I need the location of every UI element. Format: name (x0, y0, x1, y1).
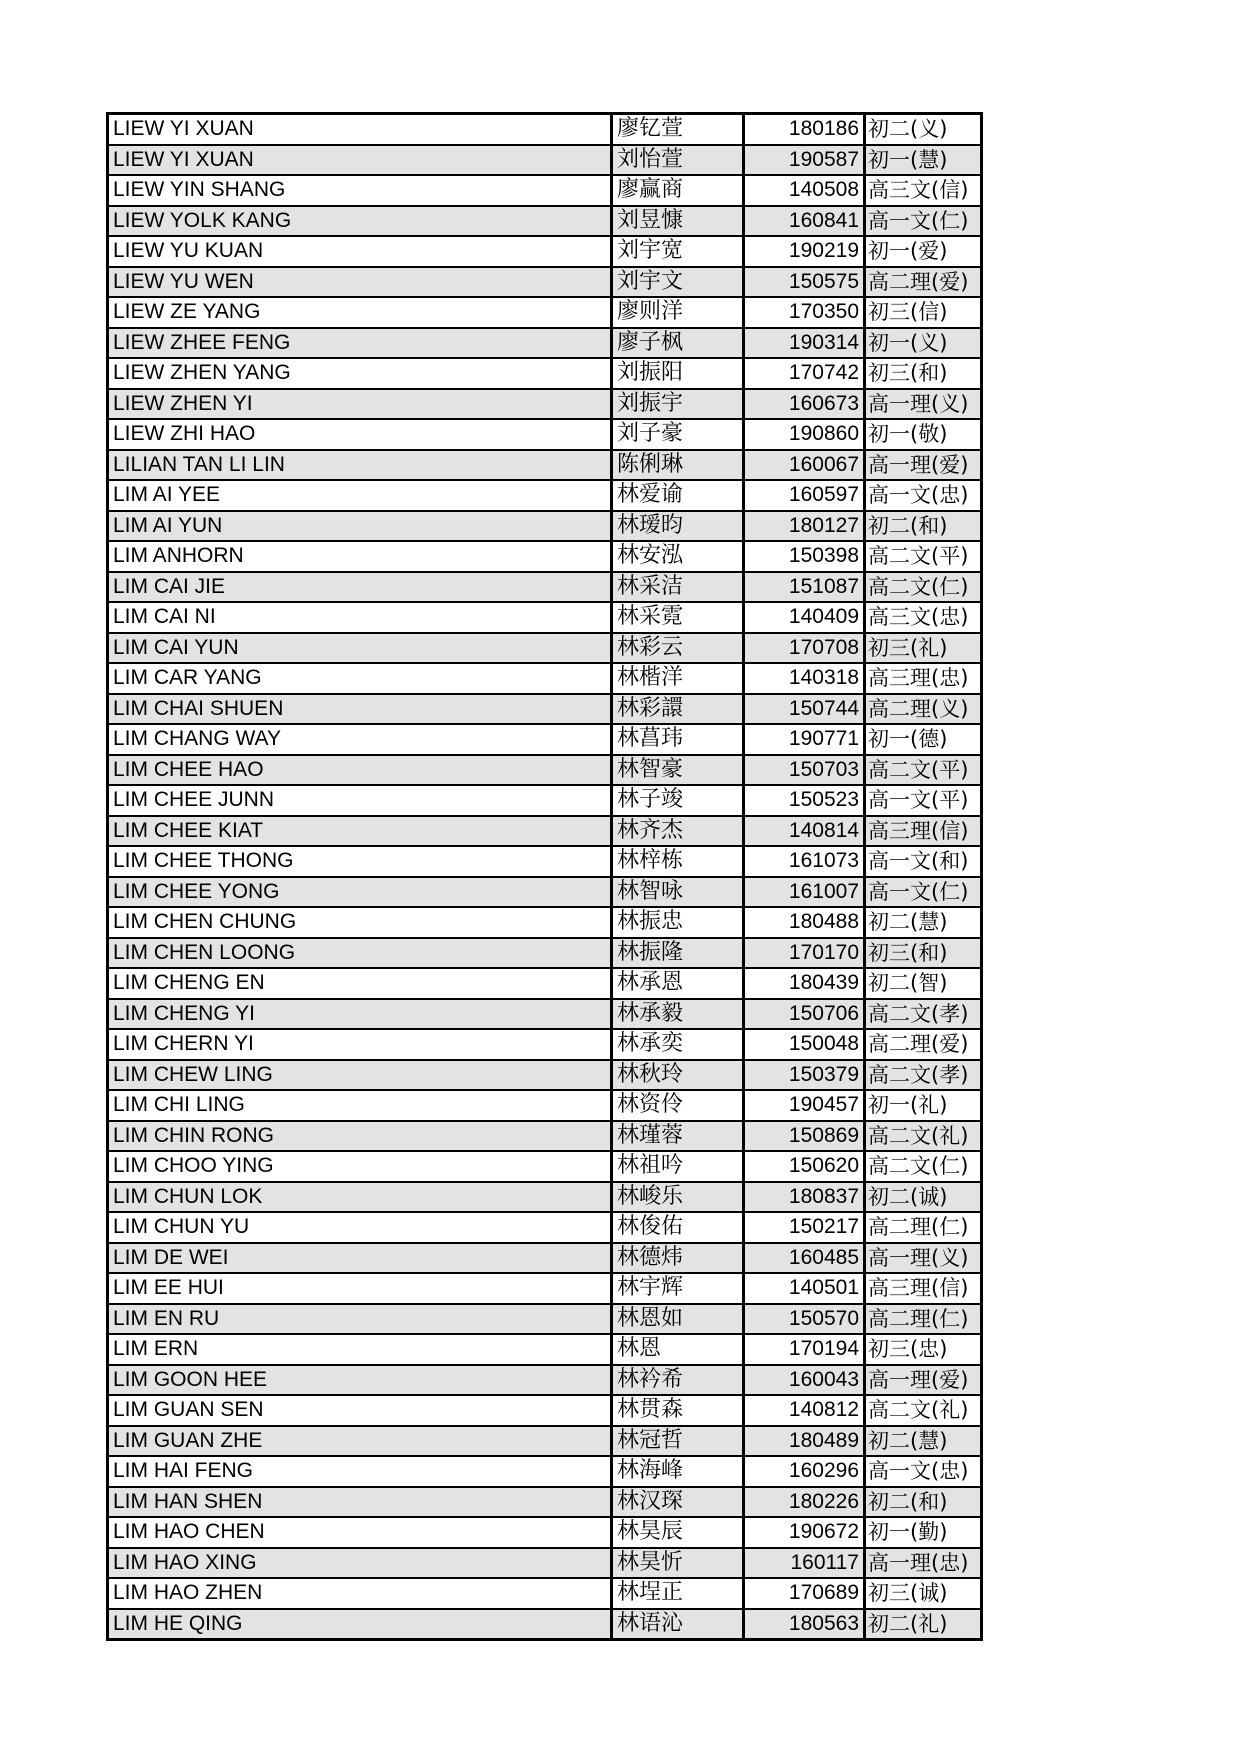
table-row (108, 511, 982, 542)
table-row (108, 1334, 982, 1365)
table-row (108, 1090, 982, 1121)
class-cell: 初二(慧) (865, 907, 982, 938)
english-name-cell: LIM HAN SHEN (108, 1487, 612, 1518)
chinese-name-cell: 刘振宇 (612, 389, 744, 420)
student-id-cell: 140318 (744, 663, 865, 694)
student-id-cell: 140812 (744, 1395, 865, 1426)
english-name-cell: LIM CHEE YONG (108, 877, 612, 908)
class-cell: 初一(慧) (865, 145, 982, 176)
chinese-name-cell: 林昊辰 (612, 1517, 744, 1548)
table-row (108, 938, 982, 969)
table-row (108, 1609, 982, 1640)
table-row (108, 663, 982, 694)
table-row (108, 846, 982, 877)
english-name-cell: LIM DE WEI (108, 1243, 612, 1274)
chinese-name-cell: 林冠哲 (612, 1426, 744, 1457)
class-cell: 高二文(仁) (865, 1151, 982, 1182)
class-cell: 初三(忠) (865, 1334, 982, 1365)
english-name-cell: LIM CAR YANG (108, 663, 612, 694)
english-name-cell: LIM CHEE HAO (108, 755, 612, 786)
english-name-cell: LIM CAI JIE (108, 572, 612, 603)
chinese-name-cell: 林昊忻 (612, 1548, 744, 1579)
student-id-cell: 190219 (744, 236, 865, 267)
table-row (108, 1487, 982, 1518)
chinese-name-cell: 林瑷昀 (612, 511, 744, 542)
class-cell: 初二(义) (865, 114, 982, 145)
class-cell: 高二理(爱) (865, 267, 982, 298)
class-cell: 初三(信) (865, 297, 982, 328)
student-id-cell: 140409 (744, 602, 865, 633)
chinese-name-cell: 林瑾蓉 (612, 1121, 744, 1152)
table-row (108, 450, 982, 481)
student-id-cell: 160043 (744, 1365, 865, 1396)
table-row (108, 1121, 982, 1152)
chinese-name-cell: 林恩 (612, 1334, 744, 1365)
class-cell: 初二(和) (865, 511, 982, 542)
student-id-cell: 160117 (744, 1548, 865, 1579)
table-row (108, 1578, 982, 1609)
class-cell: 高二理(仁) (865, 1212, 982, 1243)
class-cell: 高二理(仁) (865, 1304, 982, 1335)
english-name-cell: LIM CHEN LOONG (108, 938, 612, 969)
chinese-name-cell: 林彩譞 (612, 694, 744, 725)
english-name-cell: LIEW ZE YANG (108, 297, 612, 328)
student-id-cell: 190587 (744, 145, 865, 176)
student-id-cell: 150379 (744, 1060, 865, 1091)
table-row (108, 633, 982, 664)
student-id-cell: 150703 (744, 755, 865, 786)
table-row (108, 1060, 982, 1091)
student-id-cell: 160296 (744, 1456, 865, 1487)
table-row (108, 572, 982, 603)
english-name-cell: LIM EE HUI (108, 1273, 612, 1304)
student-id-cell: 170350 (744, 297, 865, 328)
chinese-name-cell: 廖子枫 (612, 328, 744, 359)
student-id-cell: 160067 (744, 450, 865, 481)
class-cell: 初三(和) (865, 938, 982, 969)
class-cell: 高二文(仁) (865, 572, 982, 603)
class-cell: 高二文(孝) (865, 999, 982, 1030)
english-name-cell: LIM CHEN CHUNG (108, 907, 612, 938)
chinese-name-cell: 林秋玲 (612, 1060, 744, 1091)
table-row (108, 1365, 982, 1396)
class-cell: 初一(敬) (865, 419, 982, 450)
table-row (108, 694, 982, 725)
chinese-name-cell: 林承毅 (612, 999, 744, 1030)
student-id-cell: 150620 (744, 1151, 865, 1182)
english-name-cell: LIM CHENG EN (108, 968, 612, 999)
english-name-cell: LIM CHEE JUNN (108, 785, 612, 816)
student-id-cell: 170170 (744, 938, 865, 969)
english-name-cell: LIEW YU KUAN (108, 236, 612, 267)
chinese-name-cell: 林采霓 (612, 602, 744, 633)
student-id-cell: 180563 (744, 1609, 865, 1640)
table-row (108, 785, 982, 816)
chinese-name-cell: 廖赢商 (612, 175, 744, 206)
student-id-cell: 150869 (744, 1121, 865, 1152)
chinese-name-cell: 林衿希 (612, 1365, 744, 1396)
english-name-cell: LIM CHAI SHUEN (108, 694, 612, 725)
table-row (108, 1243, 982, 1274)
chinese-name-cell: 林汉琛 (612, 1487, 744, 1518)
table-row (108, 1426, 982, 1457)
english-name-cell: LIEW YI XUAN (108, 114, 612, 145)
table-row (108, 1304, 982, 1335)
class-cell: 初一(勤) (865, 1517, 982, 1548)
student-id-cell: 190457 (744, 1090, 865, 1121)
student-id-cell: 190314 (744, 328, 865, 359)
class-cell: 高一理(爱) (865, 1365, 982, 1396)
english-name-cell: LIM CHUN YU (108, 1212, 612, 1243)
table-row (108, 877, 982, 908)
chinese-name-cell: 刘子豪 (612, 419, 744, 450)
table-row (108, 145, 982, 176)
class-cell: 高一文(仁) (865, 206, 982, 237)
class-cell: 高二文(平) (865, 541, 982, 572)
student-id-cell: 180488 (744, 907, 865, 938)
class-cell: 初二(和) (865, 1487, 982, 1518)
chinese-name-cell: 林智咏 (612, 877, 744, 908)
table-row (108, 755, 982, 786)
class-cell: 初二(诚) (865, 1182, 982, 1213)
table-row (108, 907, 982, 938)
class-cell: 高三文(信) (865, 175, 982, 206)
table-row (108, 480, 982, 511)
class-cell: 高一理(忠) (865, 1548, 982, 1579)
class-cell: 高二文(礼) (865, 1121, 982, 1152)
student-rows (108, 114, 982, 1640)
table-row (108, 114, 982, 145)
class-cell: 高一理(爱) (865, 450, 982, 481)
table-row (108, 1151, 982, 1182)
class-cell: 高三理(忠) (865, 663, 982, 694)
student-id-cell: 150744 (744, 694, 865, 725)
class-cell: 初一(爱) (865, 236, 982, 267)
table-row (108, 999, 982, 1030)
chinese-name-cell: 林海峰 (612, 1456, 744, 1487)
table-row (108, 297, 982, 328)
chinese-name-cell: 林楷洋 (612, 663, 744, 694)
student-id-cell: 180226 (744, 1487, 865, 1518)
chinese-name-cell: 林承奕 (612, 1029, 744, 1060)
chinese-name-cell: 林俊佑 (612, 1212, 744, 1243)
english-name-cell: LIEW ZHI HAO (108, 419, 612, 450)
english-name-cell: LIEW YIN SHANG (108, 175, 612, 206)
class-cell: 高三理(信) (865, 1273, 982, 1304)
table-row (108, 328, 982, 359)
student-table (106, 112, 983, 1641)
english-name-cell: LIM GUAN ZHE (108, 1426, 612, 1457)
student-id-cell: 161073 (744, 846, 865, 877)
chinese-name-cell: 林承恩 (612, 968, 744, 999)
english-name-cell: LIEW YI XUAN (108, 145, 612, 176)
table-row (108, 1548, 982, 1579)
english-name-cell: LIM HAO CHEN (108, 1517, 612, 1548)
chinese-name-cell: 林语沁 (612, 1609, 744, 1640)
class-cell: 高二文(孝) (865, 1060, 982, 1091)
chinese-name-cell: 林齐杰 (612, 816, 744, 847)
chinese-name-cell: 刘宇宽 (612, 236, 744, 267)
english-name-cell: LIEW ZHEN YI (108, 389, 612, 420)
english-name-cell: LIM CAI NI (108, 602, 612, 633)
student-id-cell: 170194 (744, 1334, 865, 1365)
chinese-name-cell: 林峻乐 (612, 1182, 744, 1213)
table-row (108, 389, 982, 420)
english-name-cell: LIM CHEE THONG (108, 846, 612, 877)
english-name-cell: LIM CHENG YI (108, 999, 612, 1030)
english-name-cell: LIM CHI LING (108, 1090, 612, 1121)
table-row (108, 602, 982, 633)
student-id-cell: 190860 (744, 419, 865, 450)
class-cell: 高一文(忠) (865, 480, 982, 511)
english-name-cell: LIM CHEE KIAT (108, 816, 612, 847)
table-row (108, 1212, 982, 1243)
chinese-name-cell: 林宇辉 (612, 1273, 744, 1304)
student-id-cell: 180127 (744, 511, 865, 542)
english-name-cell: LILIAN TAN LI LIN (108, 450, 612, 481)
english-name-cell: LIEW YU WEN (108, 267, 612, 298)
student-id-cell: 140814 (744, 816, 865, 847)
chinese-name-cell: 刘昱慷 (612, 206, 744, 237)
student-id-cell: 180439 (744, 968, 865, 999)
english-name-cell: LIM CHOO YING (108, 1151, 612, 1182)
english-name-cell: LIM ANHORN (108, 541, 612, 572)
class-cell: 高一文(平) (865, 785, 982, 816)
student-id-cell: 180489 (744, 1426, 865, 1457)
table-row (108, 419, 982, 450)
english-name-cell: LIEW ZHEN YANG (108, 358, 612, 389)
english-name-cell: LIM GOON HEE (108, 1365, 612, 1396)
class-cell: 初一(德) (865, 724, 982, 755)
english-name-cell: LIM AI YUN (108, 511, 612, 542)
chinese-name-cell: 刘宇文 (612, 267, 744, 298)
student-id-cell: 150217 (744, 1212, 865, 1243)
chinese-name-cell: 林彩云 (612, 633, 744, 664)
student-id-cell: 190672 (744, 1517, 865, 1548)
table-row (108, 358, 982, 389)
table-row (108, 968, 982, 999)
class-cell: 高一文(和) (865, 846, 982, 877)
english-name-cell: LIM CHERN YI (108, 1029, 612, 1060)
student-id-cell: 170708 (744, 633, 865, 664)
student-id-cell: 151087 (744, 572, 865, 603)
chinese-name-cell: 廖钇萱 (612, 114, 744, 145)
student-id-cell: 160673 (744, 389, 865, 420)
class-cell: 初二(慧) (865, 1426, 982, 1457)
student-id-cell: 180186 (744, 114, 865, 145)
chinese-name-cell: 林采洁 (612, 572, 744, 603)
chinese-name-cell: 廖则洋 (612, 297, 744, 328)
english-name-cell: LIM ERN (108, 1334, 612, 1365)
chinese-name-cell: 林安泓 (612, 541, 744, 572)
class-cell: 初三(礼) (865, 633, 982, 664)
table-row (108, 175, 982, 206)
student-id-cell: 170689 (744, 1578, 865, 1609)
student-id-cell: 161007 (744, 877, 865, 908)
english-name-cell: LIM HAI FENG (108, 1456, 612, 1487)
english-name-cell: LIM CAI YUN (108, 633, 612, 664)
student-id-cell: 150398 (744, 541, 865, 572)
english-name-cell: LIM CHUN LOK (108, 1182, 612, 1213)
chinese-name-cell: 林资伶 (612, 1090, 744, 1121)
student-id-cell: 160841 (744, 206, 865, 237)
student-id-cell: 140501 (744, 1273, 865, 1304)
student-id-cell: 180837 (744, 1182, 865, 1213)
class-cell: 初二(礼) (865, 1609, 982, 1640)
chinese-name-cell: 林恩如 (612, 1304, 744, 1335)
table-row (108, 267, 982, 298)
student-id-cell: 160597 (744, 480, 865, 511)
student-id-cell: 150706 (744, 999, 865, 1030)
table-row (108, 236, 982, 267)
table-row (108, 1395, 982, 1426)
table-row (108, 724, 982, 755)
class-cell: 高一理(义) (865, 1243, 982, 1274)
chinese-name-cell: 林振忠 (612, 907, 744, 938)
class-cell: 高一文(仁) (865, 877, 982, 908)
class-cell: 高二文(平) (865, 755, 982, 786)
chinese-name-cell: 林埕正 (612, 1578, 744, 1609)
english-name-cell: LIEW ZHEE FENG (108, 328, 612, 359)
chinese-name-cell: 林菖玮 (612, 724, 744, 755)
table-row (108, 1517, 982, 1548)
student-id-cell: 170742 (744, 358, 865, 389)
table-row (108, 1029, 982, 1060)
class-cell: 高三理(信) (865, 816, 982, 847)
chinese-name-cell: 林子竣 (612, 785, 744, 816)
chinese-name-cell: 林爱谕 (612, 480, 744, 511)
class-cell: 高三文(忠) (865, 602, 982, 633)
class-cell: 初一(义) (865, 328, 982, 359)
english-name-cell: LIM CHIN RONG (108, 1121, 612, 1152)
english-name-cell: LIM AI YEE (108, 480, 612, 511)
student-id-cell: 160485 (744, 1243, 865, 1274)
class-cell: 高二理(义) (865, 694, 982, 725)
english-name-cell: LIM EN RU (108, 1304, 612, 1335)
class-cell: 初一(礼) (865, 1090, 982, 1121)
class-cell: 初二(智) (865, 968, 982, 999)
table-row (108, 1182, 982, 1213)
english-name-cell: LIM CHEW LING (108, 1060, 612, 1091)
table-row (108, 816, 982, 847)
chinese-name-cell: 林梓栋 (612, 846, 744, 877)
table-row (108, 1456, 982, 1487)
table-row (108, 541, 982, 572)
english-name-cell: LIM HAO XING (108, 1548, 612, 1579)
table-row (108, 206, 982, 237)
chinese-name-cell: 林德炜 (612, 1243, 744, 1274)
chinese-name-cell: 刘怡萱 (612, 145, 744, 176)
class-cell: 高一理(义) (865, 389, 982, 420)
english-name-cell: LIM CHANG WAY (108, 724, 612, 755)
table-row (108, 1273, 982, 1304)
english-name-cell: LIEW YOLK KANG (108, 206, 612, 237)
student-id-cell: 140508 (744, 175, 865, 206)
chinese-name-cell: 林智豪 (612, 755, 744, 786)
chinese-name-cell: 林祖吟 (612, 1151, 744, 1182)
student-id-cell: 150570 (744, 1304, 865, 1335)
chinese-name-cell: 林贯森 (612, 1395, 744, 1426)
student-id-cell: 150048 (744, 1029, 865, 1060)
chinese-name-cell: 林振隆 (612, 938, 744, 969)
student-id-cell: 190771 (744, 724, 865, 755)
english-name-cell: LIM GUAN SEN (108, 1395, 612, 1426)
class-cell: 高一文(忠) (865, 1456, 982, 1487)
english-name-cell: LIM HE QING (108, 1609, 612, 1640)
student-id-cell: 150523 (744, 785, 865, 816)
student-id-cell: 150575 (744, 267, 865, 298)
class-cell: 高二文(礼) (865, 1395, 982, 1426)
chinese-name-cell: 陈俐琳 (612, 450, 744, 481)
class-cell: 初三(和) (865, 358, 982, 389)
class-cell: 高二理(爱) (865, 1029, 982, 1060)
chinese-name-cell: 刘振阳 (612, 358, 744, 389)
english-name-cell: LIM HAO ZHEN (108, 1578, 612, 1609)
class-cell: 初三(诚) (865, 1578, 982, 1609)
